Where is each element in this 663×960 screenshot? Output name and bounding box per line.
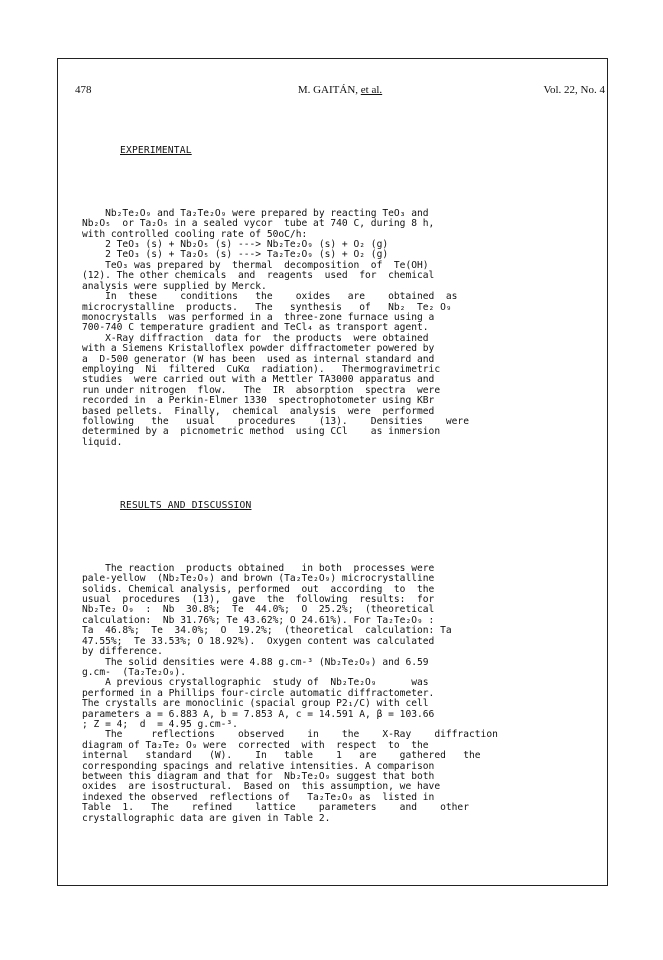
section-heading-results: RESULTS AND DISCUSSION [120, 499, 252, 511]
authors: M. GAITÁN, [297, 84, 359, 96]
text-line: calculation: Nb 31.76%; Te 43.62%; O 24.61%). For Ta₂Te₂O₉ : [82, 614, 435, 626]
text-line: by difference. [82, 646, 163, 658]
text-line: Table 1. The refined lattice parameters and other [82, 802, 469, 814]
text-line: with a Siemens Kristalloflex powder diffractometer powered by [82, 343, 435, 355]
experimental-body [82, 209, 590, 448]
text-line: X-Ray diffraction data for the products were obtained [82, 332, 429, 344]
text-line: monocrystalls was performed in a three-zone furnace using a [82, 311, 435, 323]
text-line: usual procedures (13), gave the following results: for [82, 594, 435, 606]
text-line: Nb₂O₅ or Ta₂O₅ in a sealed vycor tube at 740 C, during 8 h, [82, 218, 435, 230]
text-line: indexed the observed reflections of Ta₂Te₂O₉ as listed in [82, 791, 435, 803]
section-heading-experimental: EXPERIMENTAL [120, 144, 192, 156]
text-line: based pellets. Finally, chemical analysis were performed [82, 405, 435, 417]
text-line: studies were carried out with a Mettler TA3000 apparatus and [82, 374, 435, 386]
text-line: g.cm- (Ta₂Te₂O₉). [82, 666, 186, 678]
body-text [82, 125, 590, 834]
text-line: 2 TeO₃ (s) + Ta₂O₅ (s) ---> Ta₂Te₂O₉ (s) + O₂ (g) [82, 249, 389, 261]
text-line: run under nitrogen flow. The IR absorption spectra were [82, 384, 441, 396]
text-line: liquid. [82, 436, 123, 448]
text-line: 47.55%; Te 33.53%; O 18.92%). Oxygen content was calculated [82, 635, 435, 647]
text-line: internal standard (W). In table 1 are gathered the [82, 750, 481, 762]
running-header [75, 84, 605, 100]
text-line: Nb₂Te₂O₉ and Ta₂Te₂O₉ were prepared by reacting TeO₃ and [82, 207, 429, 219]
text-line: with controlled cooling rate of 50oC/h: [82, 228, 308, 240]
text-line: following the usual procedures (13). Densities were [82, 415, 469, 427]
text-line: performed in a Phillips four-circle automatic diffractometer. [82, 687, 435, 699]
text-line: TeO₃ was prepared by thermal decomposition of Te(OH) [82, 259, 429, 271]
text-line: employing Ni filtered CuKα radiation). Thermogravimetric [82, 363, 441, 375]
text-line: diagram of Ta₂Te₂ O₉ were corrected with respect to the [82, 739, 429, 751]
text-line: The solid densities were 4.88 g.cm-³ (Nb₂Te₂O₉) and 6.59 [82, 656, 429, 668]
text-line: 700-740 C temperature gradient and TeCl₄ as transport agent. [82, 322, 429, 334]
text-line: solids. Chemical analysis, performed out according to the [82, 583, 435, 595]
text-line: Ta 46.8%; Te 34.0%; O 19.2%; (theoretical calculation: Ta [82, 625, 452, 637]
text-line: ; Z = 4; d = 4.95 g.cm-³. [82, 718, 238, 730]
text-line: between this diagram and that for Nb₂Te₂O₉ suggest that both [82, 770, 435, 782]
text-line: parameters a = 6.883 A, b = 7.853 A, c = 14.591 A, β = 103.66 [82, 708, 435, 720]
text-line: Nb₂Te₂ O₉ : Nb 30.8%; Te 44.0%; O 25.2%; (theoretical [82, 604, 435, 616]
text-line: The reflections observed in the X-Ray diffraction [82, 729, 498, 741]
text-line: The reaction products obtained in both processes were [82, 562, 435, 574]
text-line: recorded in a Perkin-Elmer 1330 spectrophotometer using KBr [82, 395, 435, 407]
volume-info: Vol. 22, No. 4 [543, 84, 605, 96]
text-line: analysis were supplied by Merck. [82, 280, 267, 292]
text-line: oxides are isostructural. Based on this assumption, we have [82, 781, 441, 793]
author-line [75, 84, 605, 96]
text-line: 2 TeO₃ (s) + Nb₂O₅ (s) ---> Nb₂Te₂O₉ (s) + O₂ (g) [82, 239, 389, 251]
et-al: et al. [360, 84, 383, 96]
text-line: In these conditions the oxides are obtained as [82, 291, 458, 303]
text-line: A previous crystallographic study of Nb₂Te₂O₉ was [82, 677, 429, 689]
text-line: The crystalls are monoclinic (spacial group P2₁/C) with cell [82, 698, 429, 710]
text-line: determined by a picnometric method using CCl as inmersion [82, 426, 441, 438]
text-line: a D-500 generator (W has been used as internal standard and [82, 353, 435, 365]
page-number: 478 [75, 84, 92, 96]
text-line: crystallographic data are given in Table 2. [82, 812, 331, 824]
text-line: pale-yellow (Nb₂Te₂O₉) and brown (Ta₂Te₂O₉) microcrystalline [82, 573, 435, 585]
results-body [82, 564, 590, 824]
text-line: microcrystalline products. The synthesis of Nb₂ Te₂ O₉ [82, 301, 452, 313]
text-line: (12). The other chemicals and reagents used for chemical [82, 270, 435, 282]
text-line: corresponding spacings and relative intensities. A comparison [82, 760, 435, 772]
